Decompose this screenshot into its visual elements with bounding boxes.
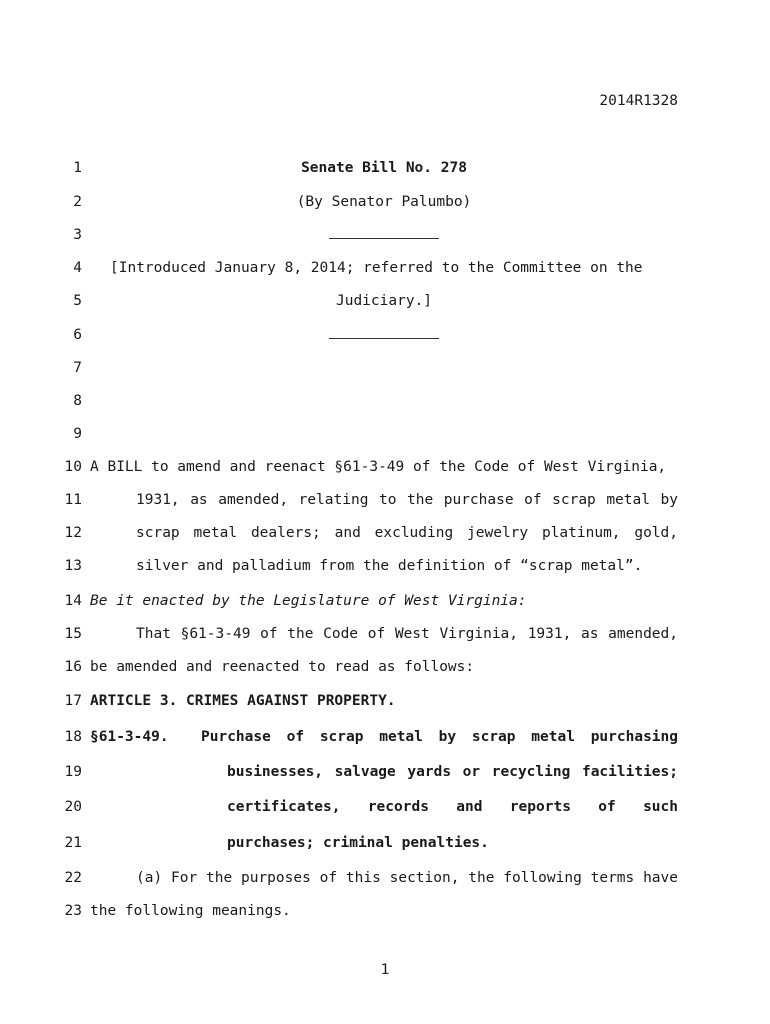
- line-number: 9: [73, 426, 82, 442]
- bill-title-text: A BILL to amend and reenact §61-3-49 of the Code of West Virginia,: [90, 459, 667, 475]
- line-number: 6: [73, 327, 82, 343]
- intro-text: be amended and reenacted to read as follows:: [90, 659, 475, 675]
- intro-text: That §61-3-49 of the Code of West Virginia, 1931, as amended,: [136, 626, 678, 642]
- line-number: 16: [64, 659, 82, 675]
- body-text: (a) For the purposes of this section, the following terms have: [136, 870, 678, 886]
- bill-title-text: 1931, as amended, relating to the purchase of scrap metal by: [136, 492, 678, 508]
- line-number: 21: [64, 835, 82, 851]
- line-number: 1: [73, 160, 82, 176]
- line-number: 12: [64, 525, 82, 541]
- introduced-line: [Introduced January 8, 2014; referred to the Committee on the: [110, 260, 643, 276]
- bill-title-heading: Senate Bill No. 278: [301, 160, 467, 176]
- line-number: 7: [73, 360, 82, 376]
- line-number: 13: [64, 558, 82, 574]
- bill-title-text: scrap metal dealers; and excluding jewelry platinum, gold,: [136, 525, 678, 541]
- enacting-clause: Be it enacted by the Legislature of West Virginia:: [90, 593, 527, 609]
- section-heading: purchases; criminal penalties.: [227, 835, 489, 851]
- line-number: 22: [64, 870, 82, 886]
- separator-line: [90, 327, 678, 343]
- bill-sponsor: (By Senator Palumbo): [296, 194, 472, 210]
- bill-title-text: silver and palladium from the definition of “scrap metal”.: [136, 558, 643, 574]
- line-number: 11: [64, 492, 82, 508]
- section-number: §61-3-49.: [90, 729, 169, 745]
- line-number: 20: [64, 799, 82, 815]
- line-number: 19: [64, 764, 82, 780]
- line-number: 4: [73, 260, 82, 276]
- line-number: 15: [64, 626, 82, 642]
- document-id: 2014R1328: [599, 93, 678, 109]
- line-number: 23: [64, 903, 82, 919]
- line-number: 14: [64, 593, 82, 609]
- introduced-line: Judiciary.]: [335, 293, 433, 309]
- page-number: 1: [380, 962, 390, 978]
- line-number: 8: [73, 393, 82, 409]
- section-heading: Purchase of scrap metal by scrap metal purchasing: [201, 729, 678, 745]
- line-number: 5: [73, 293, 82, 309]
- section-heading: businesses, salvage yards or recycling facilities;: [227, 764, 678, 780]
- section-heading: certificates, records and reports of such: [227, 799, 678, 815]
- body-text: the following meanings.: [90, 903, 291, 919]
- separator-line: [90, 227, 678, 243]
- article-heading: ARTICLE 3. CRIMES AGAINST PROPERTY.: [90, 693, 396, 709]
- line-number: 3: [73, 227, 82, 243]
- line-number: 2: [73, 194, 82, 210]
- line-number: 17: [64, 693, 82, 709]
- line-number: 18: [64, 729, 82, 745]
- line-number: 10: [64, 459, 82, 475]
